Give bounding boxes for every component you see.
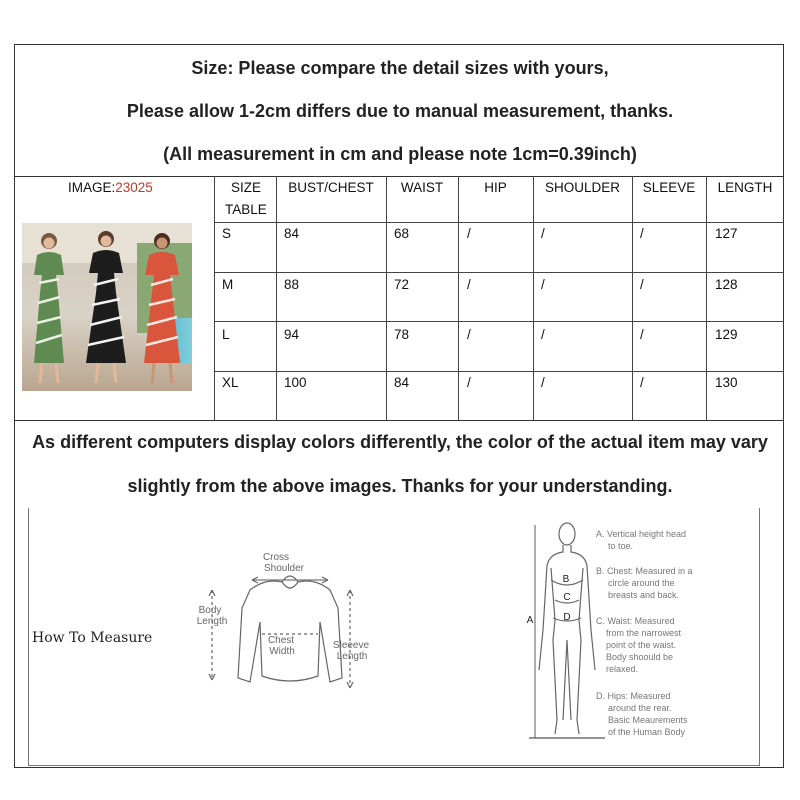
chest-width-label-1: Chest (267, 635, 295, 646)
marker-d: D (563, 612, 571, 623)
note-d-2: around the rear. (608, 703, 672, 713)
chest-width-label-2: Width (269, 646, 295, 657)
note-c-2: from the narrowest (606, 628, 682, 638)
table-top-border (14, 176, 784, 177)
sleeve-length-label-2: Length (336, 651, 368, 662)
body-length-label-2: Length (196, 616, 228, 627)
product-photo (22, 223, 192, 391)
note-c-1: C. Waist: Measured (596, 616, 675, 626)
row-divider (215, 321, 784, 322)
col-header-length: LENGTH (717, 180, 773, 195)
cell-sleeve: / (640, 226, 644, 241)
cell-length: 129 (715, 327, 738, 342)
color-notice-line-1: As different computers display colors differently, the color of the actual item may vary (32, 432, 768, 452)
marker-a: A (526, 615, 534, 626)
measurement-notes (594, 525, 744, 745)
col-divider (386, 176, 387, 420)
sleeve-length-label-1: Sleeeve (332, 640, 370, 651)
header-line-2: Please allow 1-2cm differs due to manual measurement, thanks. (126, 101, 674, 121)
note-c-4: Body shoould be (606, 652, 674, 662)
cell-length: 127 (715, 226, 738, 241)
row-divider (215, 222, 784, 223)
cell-bust: 88 (284, 277, 300, 292)
col-header-shoulder: SHOULDER (544, 180, 620, 195)
note-c-5: relaxed. (606, 664, 639, 674)
cell-waist: 72 (394, 277, 410, 292)
shirt-diagram (190, 548, 380, 713)
marker-b: B (562, 574, 570, 585)
note-c-3: point of the waist. (606, 640, 677, 650)
cell-hip: / (467, 226, 471, 241)
cell-bust: 94 (284, 327, 300, 342)
cell-hip: / (467, 375, 471, 390)
table-bottom-border (14, 420, 784, 421)
cell-shoulder: / (541, 277, 545, 292)
cell-hip: / (467, 277, 471, 292)
row-size: S (222, 226, 232, 241)
note-b-2: circle around the (608, 578, 675, 588)
cell-sleeve: / (640, 327, 644, 342)
marker-c: C (563, 592, 571, 603)
cell-bust: 100 (284, 375, 307, 390)
cell-sleeve: / (640, 375, 644, 390)
cell-waist: 68 (394, 226, 410, 241)
row-size: L (222, 327, 230, 342)
col-divider (214, 176, 215, 420)
note-a-2: to toe. (608, 541, 634, 551)
col-divider (632, 176, 633, 420)
how-to-measure-bottom (28, 765, 760, 766)
cell-bust: 84 (284, 226, 300, 241)
size-label: SIZE (231, 180, 262, 195)
note-d-4: of the Human Body (608, 727, 686, 737)
note-d-3: Basic Meaurements (608, 715, 688, 725)
row-size: XL (222, 375, 239, 390)
cross-shoulder-label-1: Cross (262, 552, 290, 563)
note-b-3: breasts and back. (608, 590, 680, 600)
cell-length: 128 (715, 277, 738, 292)
size-label-table: TABLE (225, 202, 267, 217)
header-line-3: (All measurement in cm and please note 1cm=0.39inch) (163, 144, 637, 164)
col-header-hip: HIP (484, 180, 507, 195)
col-divider (533, 176, 534, 420)
note-d-1: D. Hips: Measured (596, 691, 671, 701)
col-header-waist: WAIST (400, 180, 444, 195)
cell-shoulder: / (541, 226, 545, 241)
cell-waist: 78 (394, 327, 410, 342)
note-a-1: A. Vertical height head (596, 529, 687, 539)
header-line-1: Size: Please compare the detail sizes with yours, (191, 58, 609, 78)
cross-shoulder-label-2: Shoulder (263, 563, 305, 574)
cell-waist: 84 (394, 375, 410, 390)
color-notice-line-2: slightly from the above images. Thanks for your understanding. (127, 476, 673, 496)
cell-length: 130 (715, 375, 738, 390)
body-diagram (525, 520, 605, 745)
row-divider (215, 371, 784, 372)
cell-shoulder: / (541, 375, 545, 390)
note-b-1: B. Chest: Measured in a (596, 566, 693, 576)
col-divider (706, 176, 707, 420)
col-header-sleeve: SLEEVE (642, 180, 696, 195)
col-header-bust: BUST/CHEST (288, 180, 374, 195)
image-label: IMAGE:23025 (68, 180, 153, 195)
cell-hip: / (467, 327, 471, 342)
row-divider (215, 272, 784, 273)
row-size: M (222, 277, 234, 292)
col-divider (458, 176, 459, 420)
col-divider (276, 176, 277, 420)
how-to-measure-label: How To Measure (32, 630, 153, 646)
cell-shoulder: / (541, 327, 545, 342)
body-length-label-1: Body (198, 605, 222, 616)
cell-sleeve: / (640, 277, 644, 292)
